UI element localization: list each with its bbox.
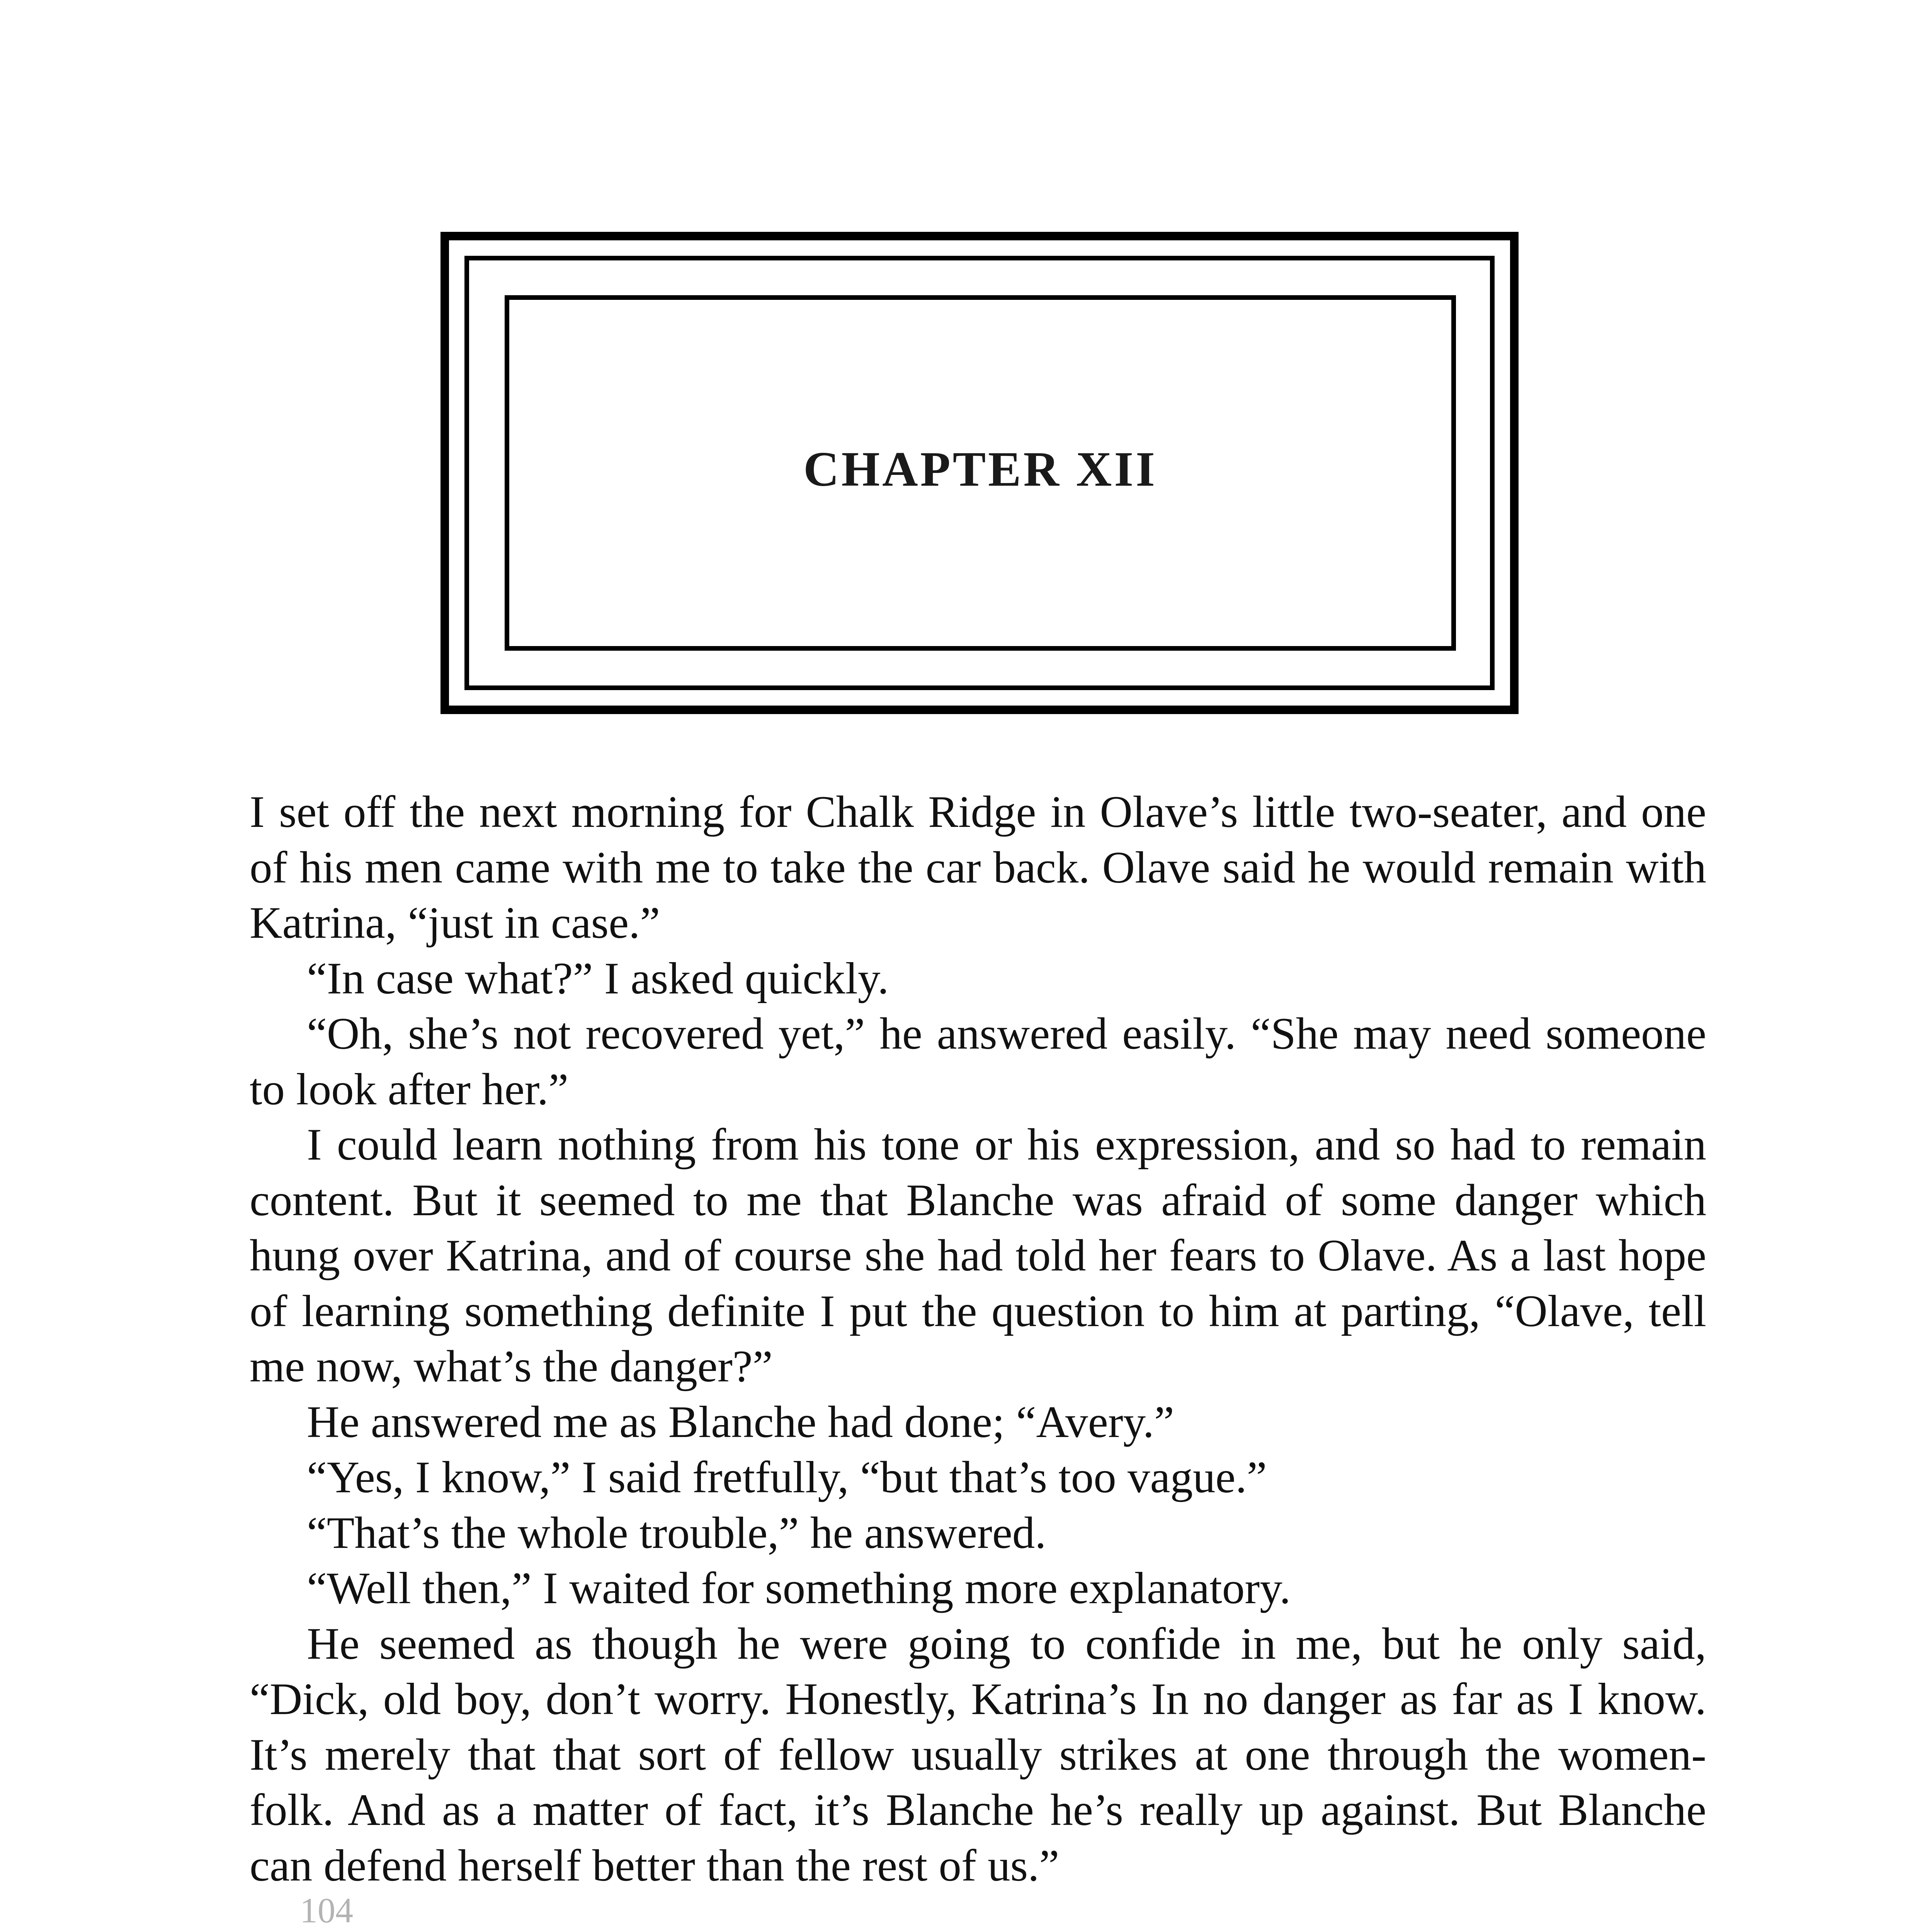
paragraph: “That’s the whole trouble,” he answered. [307, 1508, 1046, 1558]
paragraph: “Yes, I know,” I said fretfully, “but that’s too vague.” [307, 1452, 1267, 1502]
paragraph: He answered me as Blanche had done; “Avery.” [307, 1397, 1174, 1447]
paragraph: I could learn nothing from his tone or his expression, and so had to remain content. But it seemed to me that Blanche was afraid of some danger which hung over Katrina, and of course she had told her fears to Olave. As a last hope of learning something definite I put the question to him at parting, “Olave, tell me now, what’s the danger?” [250, 1120, 1706, 1391]
paragraph: “Well then,” I waited for something more explanatory. [307, 1563, 1291, 1613]
paragraph: “In case what?” I asked quickly. [307, 953, 889, 1003]
paragraph: I set off the next morning for Chalk Ridge in Olave’s little two-seater, and one of his men came with me to take the car back. Olave said he would remain with Katrina, “just in case.” [250, 787, 1706, 948]
paragraph: “Oh, she’s not recovered yet,” he answered easily. “She may need someone to look after her.” [250, 1009, 1706, 1114]
body-text-top [250, 784, 1706, 1893]
chapter-title: CHAPTER XII [803, 442, 1157, 497]
page-number: 104 [300, 1891, 353, 1930]
paragraph: He seemed as though he were going to confide in me, but he only said, “Dick, old boy, don’t worry. Honestly, Katrina’s In no danger as far as I know. It’s merely that that sort of fellow usually strikes at one through the women-folk. And as a matter of fact, it’s Blanche he’s really up against. But Blanche can defend herself better than the rest of us.” [250, 1619, 1706, 1891]
